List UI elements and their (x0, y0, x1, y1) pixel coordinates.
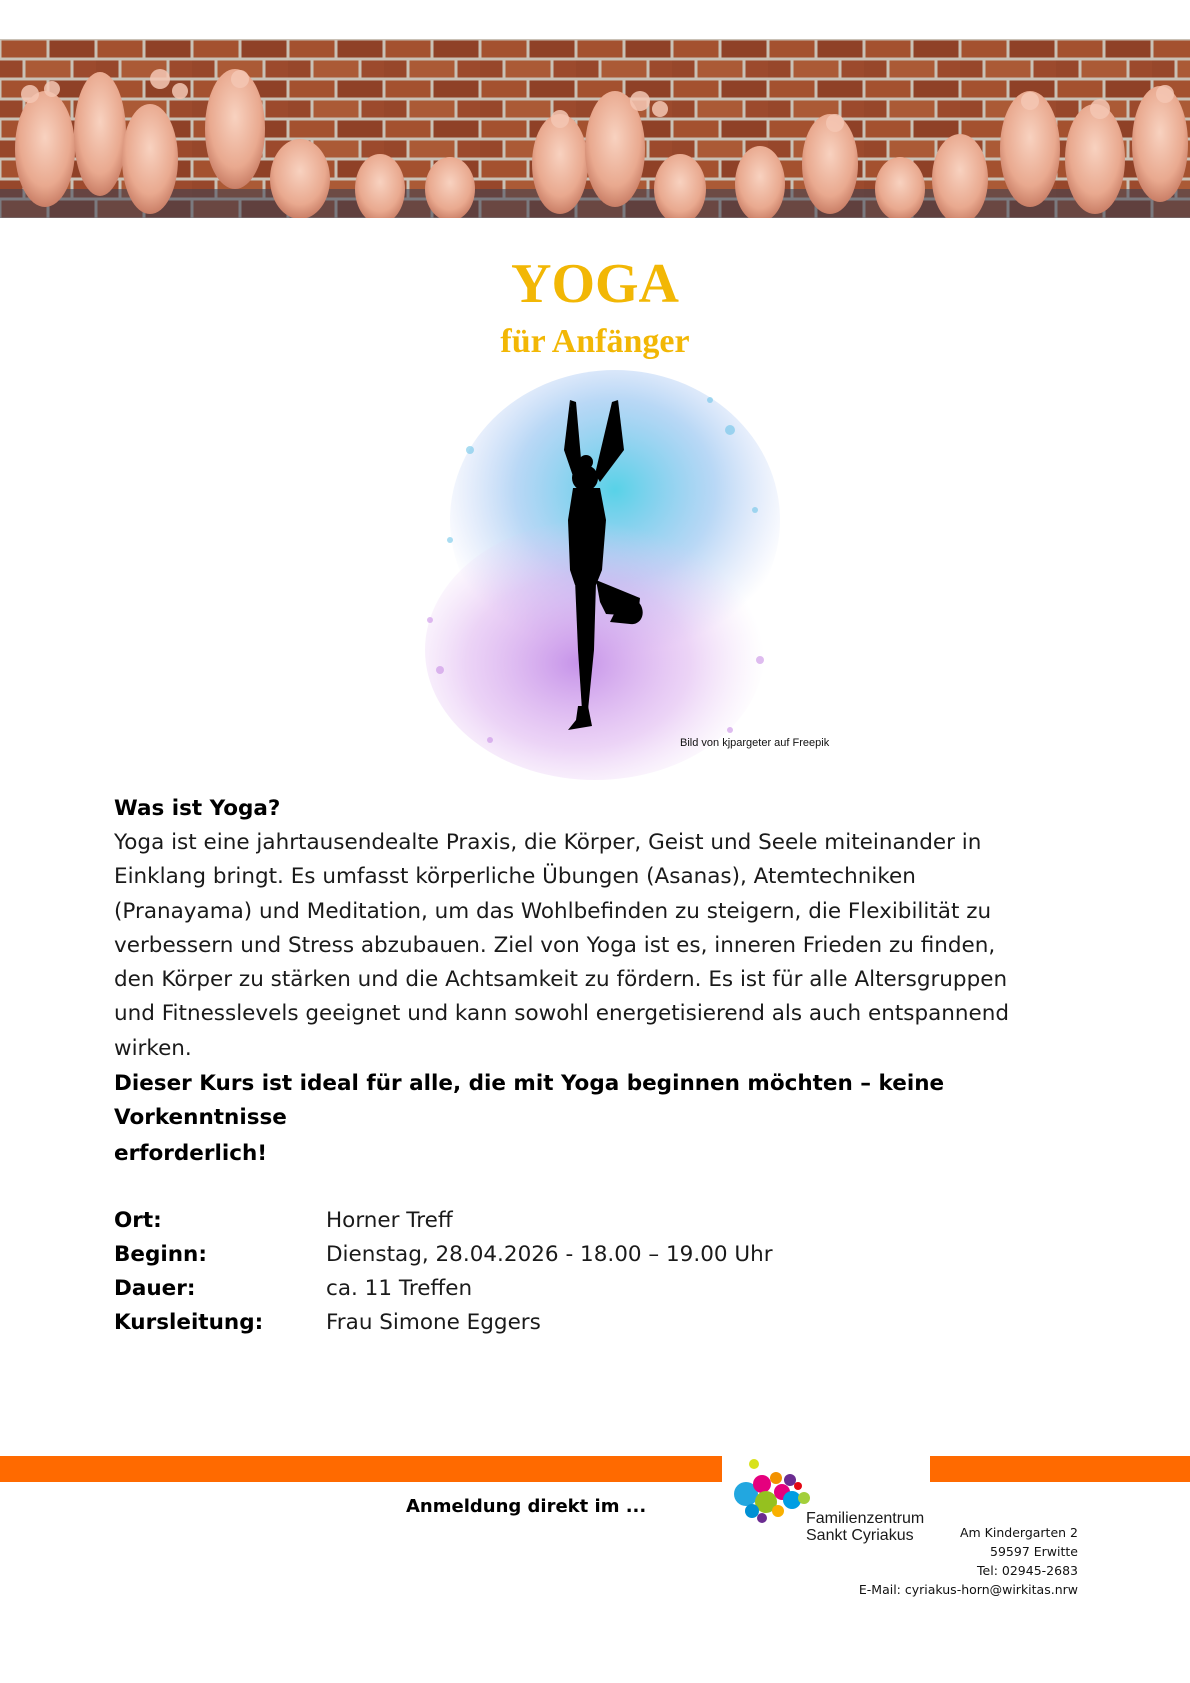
detail-value: Horner Treff (326, 1208, 453, 1233)
intro-line: verbessern und Stress abzubauen. Ziel von Yoga ist es, inneren Frieden zu finden, (114, 932, 996, 958)
header-banner-image (0, 39, 1190, 218)
tree-pose-silhouette-icon (410, 370, 790, 780)
intro-line: wirken. (114, 1035, 192, 1061)
footer-bar-left (0, 1456, 722, 1482)
highlight-line: erforderlich! (114, 1140, 268, 1166)
contact-address (760, 1523, 1078, 1599)
intro-line: den Körper zu stärken und die Achtsamkeit zu fördern. Es ist für alle Altersgruppen (114, 967, 1008, 993)
intro-line: Yoga ist eine jahrtausendealte Praxis, die Körper, Geist und Seele miteinander in (114, 830, 982, 855)
detail-label: Dauer: (114, 1276, 196, 1301)
address-email: E-Mail: cyriakus-horn@wirkitas.nrw (858, 1582, 1078, 1597)
detail-label: Beginn: (114, 1242, 207, 1267)
highlight-line: Dieser Kurs ist ideal für alle, die mit Yoga beginnen möchten – keine Vorkenntnisse (114, 1071, 945, 1131)
page-subtitle: für Anfänger (500, 323, 690, 360)
address-phone: Tel: 02945-2683 (977, 1563, 1078, 1578)
detail-value: ca. 11 Treffen (326, 1276, 473, 1301)
detail-value: Dienstag, 28.04.2026 - 18.00 – 19.00 Uhr (326, 1242, 773, 1267)
logo-line-2: Sankt Cyriakus (806, 1527, 914, 1544)
intro-section (114, 792, 1074, 1171)
intro-line: und Fitnesslevels geeignet und kann sowohl energetisierend als auch entspannend (114, 1001, 1010, 1027)
address-city: 59597 Erwitte (990, 1544, 1078, 1559)
intro-line: Einklang bringt. Es umfasst körperliche Übungen (Asanas), Atemtechniken (114, 864, 916, 890)
intro-line: (Pranayama) und Meditation, um das Wohlbefinden zu steigern, die Flexibilität zu (114, 898, 992, 924)
page-title: YOGA (511, 253, 679, 315)
address-street: Am Kindergarten 2 (959, 1525, 1078, 1540)
detail-label: Kursleitung: (114, 1310, 264, 1335)
intro-heading: Was ist Yoga? (114, 796, 281, 821)
logo-line-1: Familienzentrum (806, 1510, 925, 1527)
detail-value: Frau Simone Eggers (326, 1310, 541, 1335)
footer-bar-right (930, 1456, 1190, 1482)
detail-label: Ort: (114, 1208, 162, 1233)
image-credit: Bild von kjpargeter auf Freepik (680, 737, 830, 749)
registration-note: Anmeldung direkt im ... (406, 1496, 647, 1517)
